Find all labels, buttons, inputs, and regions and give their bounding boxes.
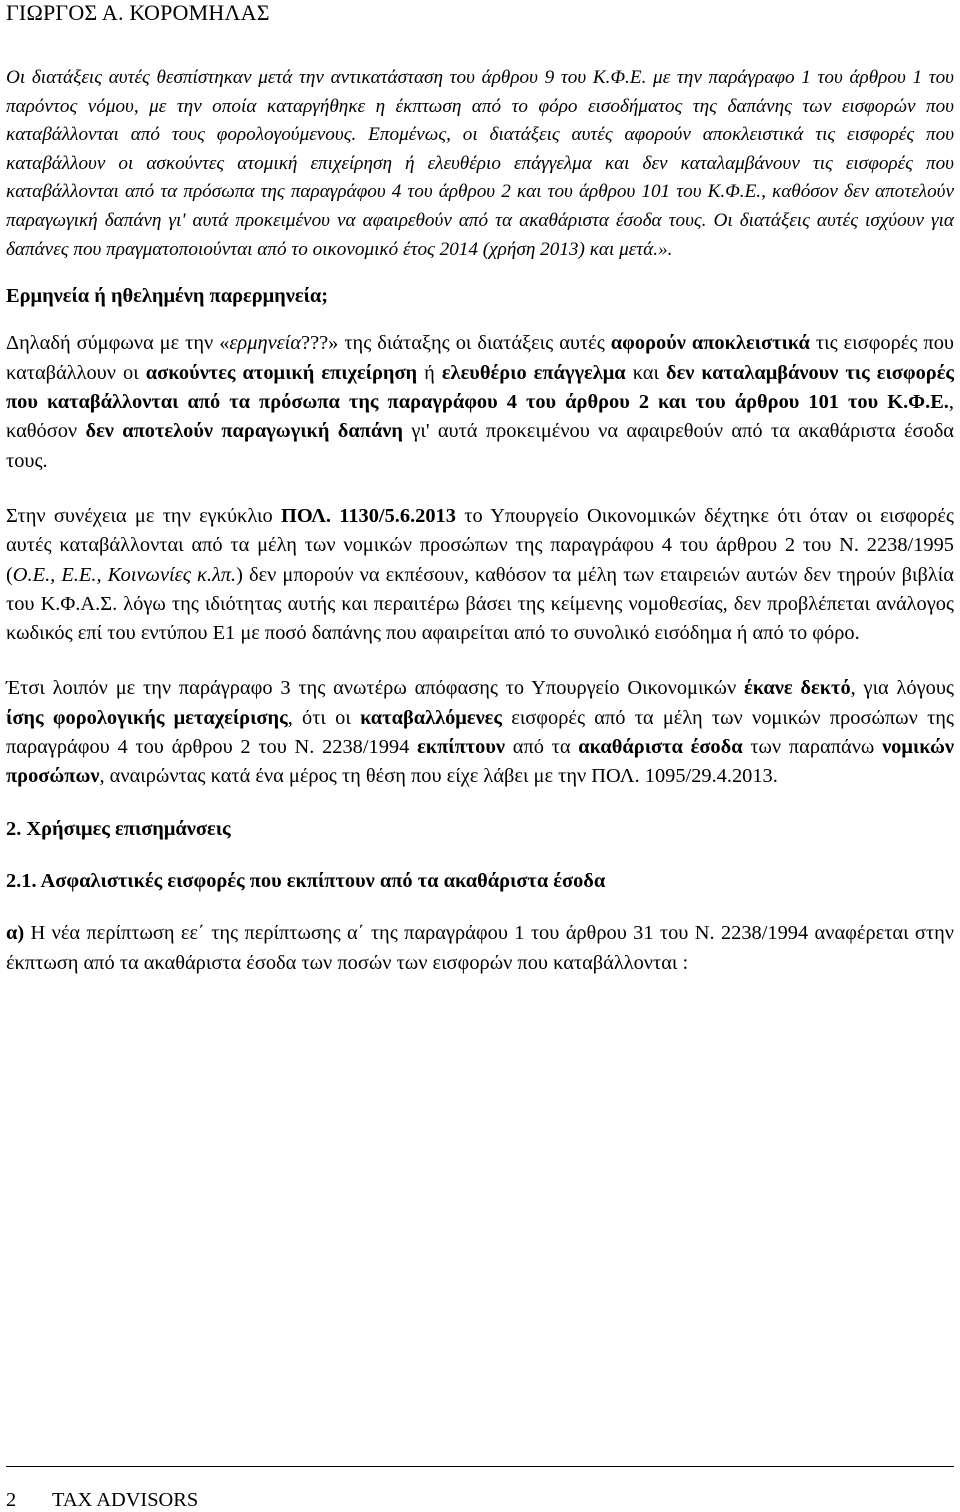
footer-publication: TAX ADVISORS xyxy=(52,1489,199,1511)
italic-run: Ο.Ε., Ε.Ε., Κοινωνίες κ.λπ. xyxy=(12,563,237,586)
bold-run: δεν καταλαμβάνουν τις εισφορές που καταβάλλονται από τα πρόσωπα της παραγράφου 4 του άρθρου 2 και του άρθρου 101 του Κ.Φ.Ε. xyxy=(6,361,955,414)
bold-run: έκανε δεκτό xyxy=(743,677,851,700)
bold-run: εκπίπτουν xyxy=(417,736,506,759)
text-run: , αναιρώντας κατά ένα μέρος τη θέση που είχε λάβει με την ΠΟΛ. 1095/29.4.2013. xyxy=(99,765,778,788)
spacer xyxy=(6,648,954,674)
page-footer xyxy=(6,1488,198,1512)
spacer xyxy=(6,896,954,919)
quote-sentence-2: Επομένως, οι διατάξεις αυτές αφορούν αποκλειστικά τις εισφορές που καταβάλλουν οι ασκούντες ατομική επιχείρηση ή ελευθέριο επάγγελμα και δεν καταλαμβάνουν τις εισφορές που καταβάλλονται από τα πρόσωπα της παραγράφου 4 του άρθρου 2 και του άρθρου 101 του Κ.Φ.Ε., καθόσον δεν αποτελούν παραγωγική δαπάνη γι' αυτά προκειμένου να αφαιρεθούν από τα ακαθάριστα έσοδα τους. xyxy=(6,124,955,231)
bold-run: νομικών προσώπων xyxy=(6,736,954,788)
paragraph-circular xyxy=(6,502,954,648)
italic-run: ερμηνεία xyxy=(229,332,302,355)
text-run: από τα xyxy=(505,736,579,759)
spacer xyxy=(6,844,954,867)
text-run: Δηλαδή σύμφωνα με την « xyxy=(6,332,230,355)
text-run: γι' αυτά προκειμένου να αφαιρεθούν από τα ακαθάριστα έσοδα τους. xyxy=(6,420,954,472)
text-run: ή xyxy=(417,361,442,384)
text-run: και xyxy=(625,361,666,384)
heading-deductible-contributions: 2.1. Ασφαλιστικές εισφορές που εκπίπτουν από τα ακαθάριστα έσοδα xyxy=(6,869,606,892)
heading-interpretation: Ερμηνεία ή ηθελημένη παρερμηνεία; xyxy=(6,285,329,308)
quoted-law-paragraph xyxy=(6,64,954,264)
bold-run: δεν αποτελούν παραγωγική δαπάνη xyxy=(85,420,403,443)
bold-run: ίσης φορολογικής μεταχείρισης xyxy=(6,706,288,729)
bold-run: ασκούντες ατομική επιχείρηση xyxy=(145,361,418,384)
bold-run: α) xyxy=(6,922,25,945)
bold-run: ελευθέριο επάγγελμα xyxy=(441,361,626,384)
text-run: Η νέα περίπτωση εε΄ της περίπτωσης α΄ της παραγράφου 1 του άρθρου 31 του Ν. 2238/1994 αναφέρεται στην έκπτωση από τα ακαθάριστα έσοδα των ποσών των εισφορών που καταβάλλονται : xyxy=(6,922,954,974)
quote-sentence-1: Οι διατάξεις αυτές θεσπίστηκαν μετά την αντικατάσταση του άρθρου 9 του Κ.Φ.Ε. με την παράγραφο 1 του άρθρου 1 του παρόντος νόμου, με την οποία καταργήθηκε η έκπτωση από το φόρο εισοδήματος της δαπάνης των εισφορών που καταβάλλονται από τους φορολογούμενους. xyxy=(6,67,954,146)
text-run: εισφορές από τα μέλη των νομικών προσώπων της παραγράφου 4 του άρθρου 2 του Ν. 2238/1994 xyxy=(6,706,954,759)
text-run: τις εισφορές που καταβάλλουν οι xyxy=(6,332,954,384)
text-run: των παραπάνω xyxy=(742,736,883,759)
text-run: , ότι οι xyxy=(287,706,361,729)
spacer xyxy=(6,476,954,502)
page-number: 2 xyxy=(6,1489,17,1511)
document-body xyxy=(6,64,954,978)
paragraph-case-a xyxy=(6,919,954,978)
paragraph-decision xyxy=(6,674,954,791)
heading-useful-notes: 2. Χρήσιμες επισημάνσεις xyxy=(6,817,231,840)
bold-run: ΠΟΛ. 1130/5.6.2013 xyxy=(280,504,456,527)
spacer xyxy=(6,311,954,329)
text-run: ) δεν μπορούν να εκπέσουν, καθόσον τα μέλη των εταιρειών αυτών δεν τηρούν βιβλία του Κ.Φ.Α.Σ. λόγω της ιδιότητας αυτής και περαιτέρω βάσει της κείμενης νομοθεσίας, δεν προβλέπεται ανάλογος κωδικός επί του εντύπου Ε1 με ποσό δαπάνης που αφαιρείται από το συνολικό εισόδημα ή από το φόρο. xyxy=(6,563,954,645)
text-run: Στην συνέχεια με την εγκύκλιο xyxy=(6,504,281,527)
text-run: ???» της διάταξης οι διατάξεις αυτές xyxy=(301,332,611,355)
running-header-author: ΓΙΩΡΓΟΣ Α. ΚΟΡΟΜΗΛΑΣ xyxy=(6,0,270,25)
bold-run: ακαθάριστα έσοδα xyxy=(578,736,743,759)
footer-divider xyxy=(6,1466,954,1467)
spacer xyxy=(6,792,954,815)
text-run: , καθόσον xyxy=(6,391,954,443)
text-run: , για λόγους xyxy=(850,677,954,700)
paragraph-interpretation xyxy=(6,329,954,475)
quote-sentence-3: Οι διατάξεις αυτές ισχύουν για δαπάνες που πραγματοποιούνται από το οικονομικό έτος 2014 (χρήση 2013) και μετά.». xyxy=(6,209,954,260)
bold-run: καταβαλλόμενες xyxy=(360,706,503,729)
bold-run: αφορούν αποκλειστικά xyxy=(610,332,810,355)
text-run: το Υπουργείο Οικονομικών δέχτηκε ότι όταν οι εισφορές αυτές καταβάλλονται από τα μέλη των νομικών προσώπων της παραγράφου 4 του άρθρου 2 του Ν. 2238/1995 ( xyxy=(6,504,954,586)
text-run: Έτσι λοιπόν με την παράγραφο 3 της ανωτέρω απόφασης το Υπουργείο Οικονομικών xyxy=(6,677,744,700)
